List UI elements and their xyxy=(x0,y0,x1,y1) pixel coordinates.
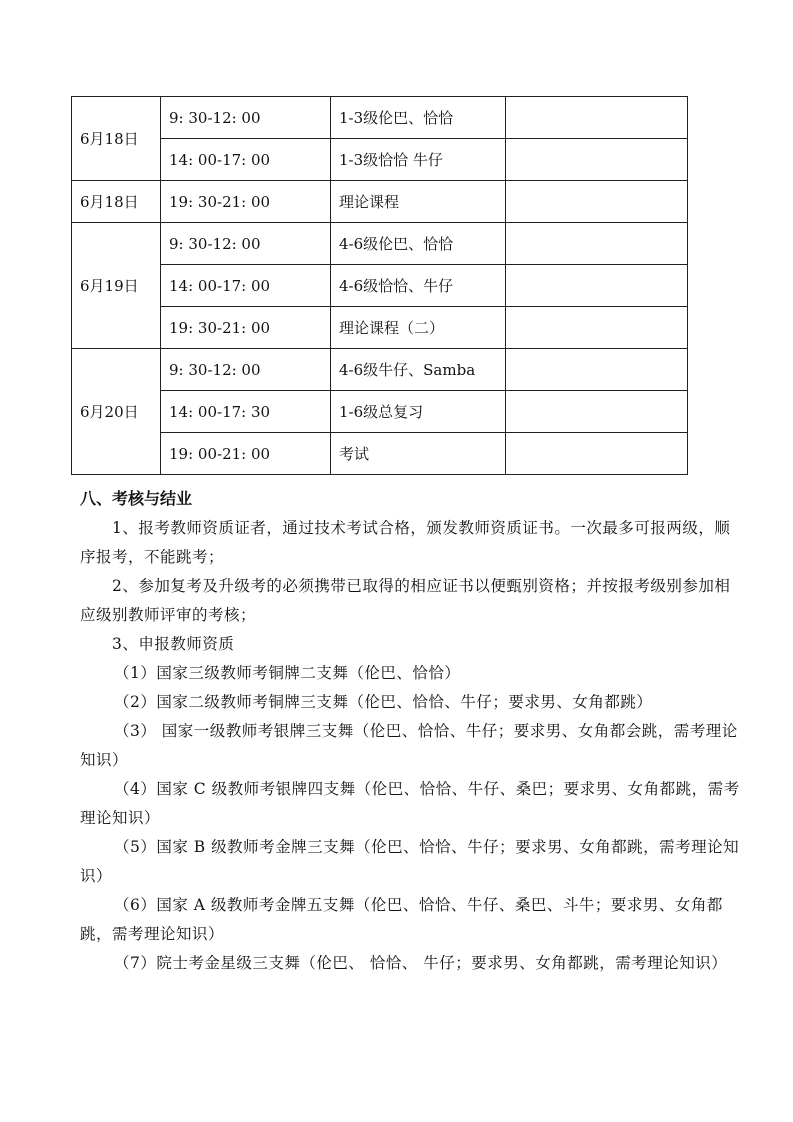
paragraph-2 xyxy=(80,572,740,630)
table-row xyxy=(72,391,688,433)
note-cell xyxy=(506,181,688,223)
paragraph-3 xyxy=(80,630,740,659)
table-row xyxy=(72,265,688,307)
list-item xyxy=(80,688,740,717)
time-cell: 14: 00-17: 00 xyxy=(161,139,331,181)
note-cell xyxy=(506,307,688,349)
section-heading: 八、考核与结业 xyxy=(80,489,193,508)
time-cell: 19: 30-21: 00 xyxy=(161,181,331,223)
list-item xyxy=(80,659,740,688)
time-cell: 19: 30-21: 00 xyxy=(161,307,331,349)
paragraph-text: 3、申报教师资质 xyxy=(112,635,235,653)
paragraph-text: 2、参加复考及升级考的必须携带已取得的相应证书以便甄别资格；并按报考级别参加相应级别教师评审的考核； xyxy=(80,577,731,624)
list-item xyxy=(80,833,740,891)
content-cell: 4-6级伦巴、恰恰 xyxy=(331,223,506,265)
content-cell: 考试 xyxy=(331,433,506,475)
table-row xyxy=(72,307,688,349)
list-item-text: （2）国家二级教师考铜牌三支舞（伦巴、恰恰、牛仔；要求男、女角都跳） xyxy=(114,693,653,711)
note-cell xyxy=(506,139,688,181)
paragraph-text: 1、报考教师资质证者，通过技术考试合格，颁发教师资质证书。一次最多可报两级，顺序报考，不能跳考； xyxy=(80,519,731,566)
content-cell: 1-3级恰恰 牛仔 xyxy=(331,139,506,181)
list-item-text: （5）国家 B 级教师考金牌三支舞（伦巴、恰恰、牛仔；要求男、女角都跳，需考理论知识） xyxy=(80,838,740,885)
list-item-text: （1）国家三级教师考铜牌二支舞（伦巴、恰恰） xyxy=(114,664,461,682)
content-cell: 4-6级牛仔、Samba xyxy=(331,349,506,391)
content-cell: 1-6级总复习 xyxy=(331,391,506,433)
table-row xyxy=(72,139,688,181)
time-cell: 9: 30-12: 00 xyxy=(161,97,331,139)
schedule-table xyxy=(71,96,688,475)
date-cell: 6月18日 xyxy=(72,97,161,181)
table-row xyxy=(72,349,688,391)
time-cell: 19: 00-21: 00 xyxy=(161,433,331,475)
list-item xyxy=(80,775,740,833)
time-cell: 9: 30-12: 00 xyxy=(161,223,331,265)
note-cell xyxy=(506,433,688,475)
table-row xyxy=(72,433,688,475)
date-cell: 6月19日 xyxy=(72,223,161,349)
list-item-text: （7）院士考金星级三支舞（伦巴、 恰恰、 牛仔；要求男、女角都跳，需考理论知识） xyxy=(114,954,728,972)
table-row xyxy=(72,97,688,139)
note-cell xyxy=(506,391,688,433)
list-item xyxy=(80,891,740,949)
note-cell xyxy=(506,265,688,307)
table-row xyxy=(72,181,688,223)
list-item-text: （4）国家 C 级教师考银牌四支舞（伦巴、恰恰、牛仔、桑巴；要求男、女角都跳，需考理论知识） xyxy=(80,780,740,827)
list-item-text: （3） 国家一级教师考银牌三支舞（伦巴、恰恰、牛仔；要求男、女角都会跳，需考理论知识） xyxy=(80,722,738,769)
note-cell xyxy=(506,223,688,265)
time-cell: 14: 00-17: 00 xyxy=(161,265,331,307)
list-item-text: （6）国家 A 级教师考金牌五支舞（伦巴、恰恰、牛仔、桑巴、斗牛；要求男、女角都跳，需考理论知识） xyxy=(80,896,723,943)
paragraph-1 xyxy=(80,514,740,572)
list-item xyxy=(80,949,740,978)
note-cell xyxy=(506,349,688,391)
content-cell: 4-6级恰恰、牛仔 xyxy=(331,265,506,307)
list-item xyxy=(80,717,740,775)
time-cell: 9: 30-12: 00 xyxy=(161,349,331,391)
content-cell: 理论课程 xyxy=(331,181,506,223)
content-cell: 理论课程（二） xyxy=(331,307,506,349)
content-cell: 1-3级伦巴、恰恰 xyxy=(331,97,506,139)
date-cell: 6月18日 xyxy=(72,181,161,223)
date-cell: 6月20日 xyxy=(72,349,161,475)
time-cell: 14: 00-17: 30 xyxy=(161,391,331,433)
note-cell xyxy=(506,97,688,139)
table-row xyxy=(72,223,688,265)
